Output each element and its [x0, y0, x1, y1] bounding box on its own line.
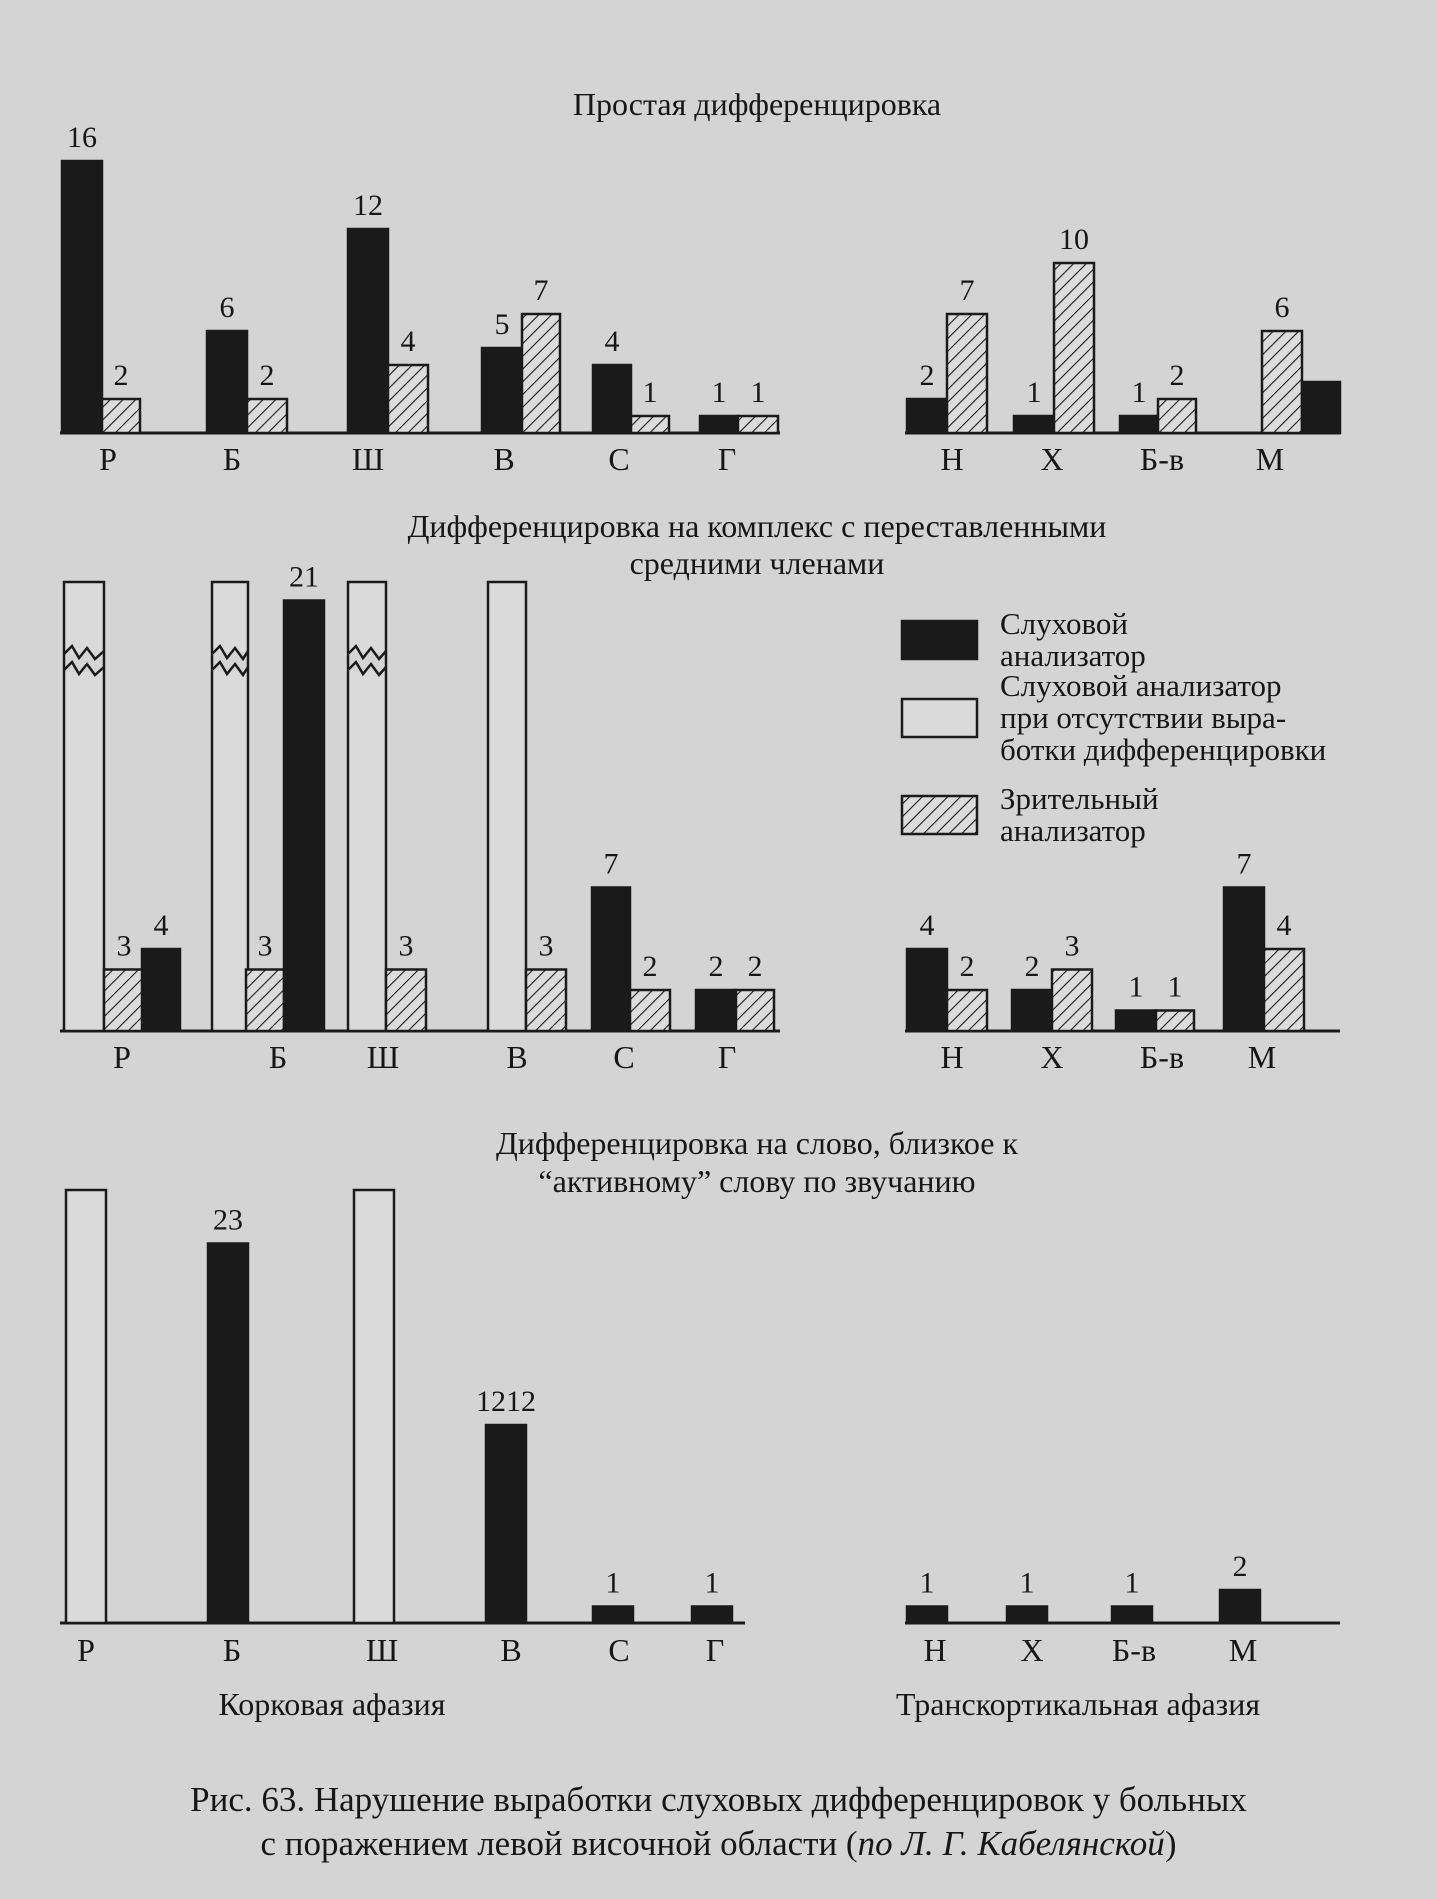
panel-1-category-label-Н: Н: [940, 441, 964, 477]
panel-1-value-label-Ш: 12: [353, 189, 383, 222]
legend-label-solid-line-2: анализатор: [1000, 638, 1146, 673]
panel-1-value-label-Х: 1: [1026, 376, 1042, 409]
panel-1-value-label-Б: 2: [259, 359, 275, 392]
panel-3-title-line-1: Дифференцировка на слово, близкое к: [495, 1125, 1019, 1161]
panel-3-bar-solid-Н: [907, 1607, 947, 1624]
panel-1-title: Простая дифференцировка: [572, 86, 942, 122]
panel-3-category-label-С: С: [608, 1632, 630, 1668]
legend-label-hatched-line-1: Зрительный: [1000, 781, 1159, 816]
panel-2-value-label-Б-в: 1: [1128, 970, 1144, 1004]
panel-1-value-label-Б: 6: [219, 291, 235, 324]
panel-2-bar-solid-С: [592, 888, 630, 1032]
panel-1-category-label-Х: Х: [1040, 441, 1064, 477]
panel-3-bar-solid-Б: [208, 1244, 248, 1624]
panel-3-category-label-В: В: [500, 1632, 522, 1668]
panel-2-value-label-С: 2: [642, 950, 658, 983]
panel-3-bar-solid-Г: [692, 1607, 732, 1624]
panel-1-category-label-Б-в: Б-в: [1139, 441, 1185, 477]
panel-1-category-label-В: В: [493, 441, 515, 477]
panel-1-category-label-М: М: [1255, 441, 1285, 477]
panel-2-bar-hatched-Г: [736, 990, 774, 1031]
panel-3-bar-solid-Х: [1007, 1607, 1047, 1624]
caption-author: по Л. Г. Кабелянской: [857, 1824, 1165, 1863]
panel-3-bar-solid-В: [486, 1425, 526, 1623]
legend-label-solid-line-1: Слуховой: [1000, 606, 1128, 641]
panel-1-bar-hatched-С: [631, 416, 669, 433]
panel-2-bar-open-В: [488, 582, 526, 1031]
panel-1-value-label-С: 4: [604, 325, 620, 358]
legend-swatch-open: [902, 699, 977, 737]
panel-2-value-label-Х: 2: [1024, 950, 1040, 983]
panel-2-title-line-2: средними членами: [629, 545, 885, 581]
panel-2-value-label-Г: 2: [747, 950, 763, 983]
panel-1-bar-hatched-Б-в: [1158, 399, 1196, 433]
panel-3-bar-open-Ш: [354, 1190, 394, 1623]
panel-1-bar-hatched-Г: [738, 416, 778, 433]
panel-2-value-label-Н: 2: [959, 950, 975, 983]
panel-3-bar-solid-С: [593, 1607, 633, 1624]
panel-1-category-label-Ш: Ш: [351, 441, 385, 477]
panel-2-value-label-Р: 3: [116, 929, 132, 963]
panel-1-value-label-В: 7: [533, 274, 549, 307]
panel-1-value-label-М: 6: [1274, 291, 1290, 324]
panel-1-bar-hatched-Ш: [388, 365, 428, 433]
panel-1-bar-hatched-Б: [247, 399, 287, 433]
panel-1-category-label-Г: Г: [717, 441, 737, 477]
panel-2-value-label-Б: 21: [289, 560, 319, 594]
panel-1-bar-solid-Х: [1014, 416, 1054, 433]
panel-3-value-label-Б-в: 1: [1124, 1566, 1140, 1600]
panel-1-value-label-Н: 7: [959, 274, 975, 307]
panel-2-bar-hatched-Б: [246, 970, 284, 1032]
panel-1-value-label-Р: 16: [67, 121, 97, 154]
panel-1-value-label-С: 1: [642, 376, 658, 409]
panel-2-bar-hatched-Б-в: [1156, 1011, 1194, 1032]
panel-2-value-label-М: 4: [1276, 909, 1292, 942]
panel-2-bar-solid-Х: [1012, 990, 1052, 1031]
panel-1-bar-solid-В: [482, 348, 522, 433]
panel-2-bar-solid-Н: [907, 949, 947, 1031]
panel-3-value-label-Н: 1: [919, 1566, 935, 1600]
panel-3-value-label-Б: 23: [213, 1203, 243, 1237]
legend-label-open-line-2: при отсутствии выра-: [1000, 700, 1287, 735]
panel-3-category-label-Г: Г: [705, 1632, 725, 1668]
panel-2-category-label-Г: Г: [717, 1039, 737, 1075]
panel-2-value-label-Б-в: 1: [1167, 970, 1183, 1004]
panel-1-value-label-Х: 10: [1059, 223, 1089, 256]
panel-1-value-label-Б-в: 2: [1169, 359, 1185, 392]
figure-caption-line-2: [0, 1822, 1437, 1866]
panel-1-bar-hatched-Х: [1054, 263, 1094, 433]
panel-1-value-label-Г: 1: [711, 376, 727, 409]
caption-prefix: с поражением левой височной области (: [260, 1824, 858, 1863]
panel-1-bar-solid-М: [1302, 382, 1340, 433]
panel-1-bar-solid-Р: [62, 161, 102, 433]
panel-1-bar-solid-Б-в: [1120, 416, 1158, 433]
panel-2-category-label-Р: Р: [113, 1039, 131, 1075]
panel-2-category-label-В: В: [506, 1039, 528, 1075]
panel-1-value-label-Н: 2: [919, 359, 935, 392]
panel-3-category-label-Б-в: Б-в: [1111, 1632, 1157, 1668]
panel-3-value-label-В: 1212: [476, 1385, 536, 1418]
panel-1-bar-solid-С: [593, 365, 631, 433]
panel-3-category-label-М: М: [1228, 1632, 1258, 1668]
caption-suffix: ): [1164, 1824, 1177, 1863]
panel-3-category-label-Х: Х: [1020, 1632, 1044, 1668]
panel-3-value-label-Х: 1: [1019, 1566, 1035, 1600]
panel-2-bar-solid-Р: [142, 949, 180, 1031]
panel-2-value-label-В: 3: [538, 929, 554, 963]
panel-1-value-label-Б-в: 1: [1131, 376, 1147, 409]
legend-label-hatched-line-2: анализатор: [1000, 813, 1146, 848]
panel-2-value-label-М: 7: [1236, 847, 1252, 881]
panel-2-bar-solid-М: [1224, 888, 1264, 1032]
panel-2-category-label-Ш: Ш: [366, 1039, 400, 1075]
panel-3-bar-solid-Б-в: [1112, 1607, 1152, 1624]
legend-swatch-hatched: [902, 796, 977, 834]
panel-1-value-label-Г: 1: [750, 376, 766, 409]
panel-1-bar-solid-Г: [700, 416, 738, 433]
panel-2-value-label-С: 7: [603, 847, 619, 881]
panel-2-category-label-Х: Х: [1040, 1039, 1064, 1075]
panel-2-bar-hatched-В: [526, 970, 566, 1032]
panel-2-bar-hatched-Х: [1052, 970, 1092, 1032]
panel-1-category-label-С: С: [608, 441, 630, 477]
panel-1-value-label-Р: 2: [113, 359, 129, 392]
panel-2-title-line-1: Дифференцировка на комплекс с переставленными: [407, 508, 1107, 544]
panel-2-bar-solid-Б: [284, 601, 324, 1032]
panel-3-category-label-Ш: Ш: [365, 1632, 399, 1668]
panel-2-category-label-М: М: [1247, 1039, 1277, 1075]
panel-1-bar-hatched-Н: [947, 314, 987, 433]
group-label-transcortical: Транскортикальная афазия: [895, 1686, 1261, 1722]
panel-2-value-label-Р: 4: [153, 909, 169, 942]
group-label-cortical: Корковая афазия: [218, 1686, 446, 1722]
panel-3-value-label-С: 1: [605, 1566, 621, 1600]
panel-3-category-label-Б: Б: [222, 1632, 242, 1668]
panel-2-bar-solid-Г: [696, 990, 736, 1031]
legend-label-open-line-3: ботки дифференцировки: [1000, 732, 1327, 767]
panel-3-value-label-М: 2: [1232, 1550, 1248, 1583]
panel-2-bar-solid-Б-в: [1116, 1011, 1156, 1032]
panel-2-value-label-Б: 3: [257, 929, 273, 963]
legend-label-open-line-1: Слуховой анализатор: [1000, 668, 1282, 703]
panel-2-bar-hatched-С: [630, 990, 670, 1031]
panel-2-bar-hatched-Ш: [386, 970, 426, 1032]
panel-3-bar-open-Р: [66, 1190, 106, 1623]
panel-3-category-label-Р: Р: [77, 1632, 95, 1668]
panel-2-category-label-Н: Н: [940, 1039, 964, 1075]
panel-1-bar-hatched-М: [1262, 331, 1302, 433]
panel-2-value-label-Х: 3: [1064, 929, 1080, 963]
panel-1-bar-solid-Н: [907, 399, 947, 433]
panel-2-category-label-Б-в: Б-в: [1139, 1039, 1185, 1075]
panel-3-category-label-Н: Н: [923, 1632, 947, 1668]
legend-swatch-solid: [902, 621, 977, 659]
panel-2-bar-hatched-Р: [104, 970, 144, 1032]
panel-2-bar-hatched-М: [1264, 949, 1304, 1031]
panel-1-bar-solid-Б: [207, 331, 247, 433]
panel-1-bar-hatched-В: [522, 314, 560, 433]
panel-3-value-label-Г: 1: [704, 1566, 720, 1600]
panel-1-value-label-В: 5: [494, 308, 510, 341]
panel-2-category-label-Б: Б: [268, 1039, 288, 1075]
panel-1-category-label-Б: Б: [222, 441, 242, 477]
panel-2-bar-hatched-Н: [947, 990, 987, 1031]
figure-caption-line-1: Рис. 63. Нарушение выработки слуховых дифференцировок у больных: [190, 1780, 1247, 1819]
panel-2-value-label-Н: 4: [919, 909, 935, 942]
panel-2-value-label-Г: 2: [708, 950, 724, 983]
panel-1-bar-hatched-Р: [102, 399, 140, 433]
panel-3-bar-solid-М: [1220, 1590, 1260, 1623]
panel-1-category-label-Р: Р: [99, 441, 117, 477]
panel-1-bar-solid-Ш: [348, 229, 388, 433]
panel-2-category-label-С: С: [613, 1039, 635, 1075]
panel-3-title-line-2: “активному” слову по звучанию: [538, 1163, 976, 1199]
panel-2-value-label-Ш: 3: [398, 929, 414, 963]
panel-1-value-label-Ш: 4: [400, 325, 416, 358]
